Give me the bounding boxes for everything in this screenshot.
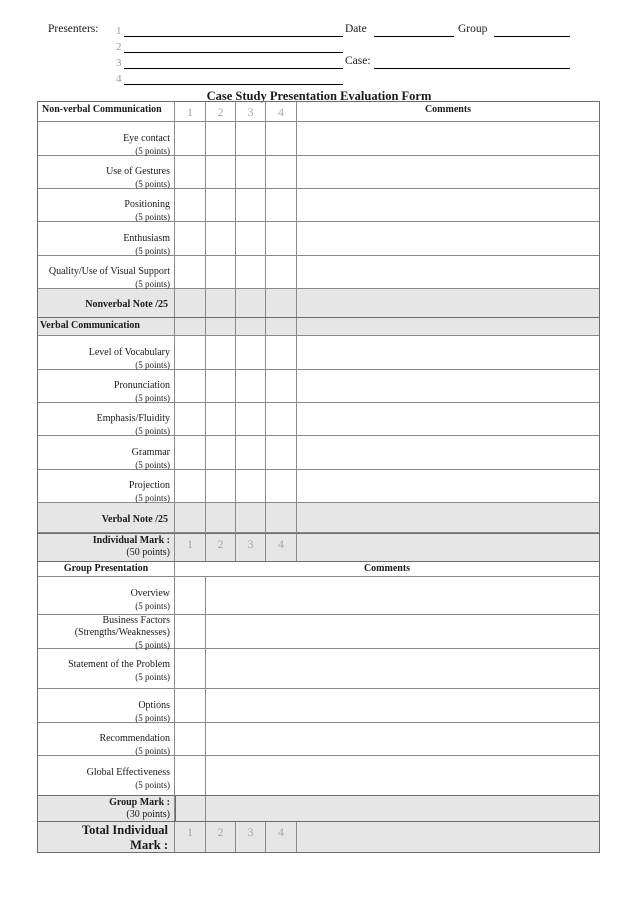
presenter-4-field[interactable] [116, 73, 343, 85]
score-column-header [206, 102, 236, 121]
score-cell[interactable] [236, 822, 266, 852]
evaluation-table [37, 101, 600, 853]
verbal-note-label: Verbal Note /25 [101, 514, 168, 525]
criterion-row [38, 436, 599, 470]
score-cell[interactable] [236, 534, 266, 561]
group-mark-row [38, 796, 599, 822]
date-field[interactable] [374, 36, 454, 37]
score-cell[interactable] [175, 256, 206, 288]
total-mark-label: Total Individual Mark : [81, 823, 168, 852]
score-cell[interactable] [175, 403, 206, 435]
score-cell[interactable] [175, 503, 206, 532]
criterion-row [38, 156, 599, 189]
score-cell[interactable] [206, 222, 236, 255]
score-cell[interactable] [175, 156, 206, 188]
column-number: 2 [217, 105, 224, 119]
score-cell[interactable] [266, 436, 297, 469]
criterion-label-cell [38, 756, 175, 795]
score-cell[interactable] [266, 122, 297, 155]
criterion-label: Recommendation (5 points) [99, 733, 170, 756]
score-cell[interactable] [236, 336, 266, 369]
column-number: 1 [187, 825, 193, 839]
underline [124, 52, 343, 53]
score-cell[interactable] [175, 796, 206, 821]
criterion-row [38, 370, 599, 403]
nonverbal-header-row [38, 102, 599, 122]
criterion-label-cell [38, 436, 175, 469]
nonverbal-note-label: Nonverbal Note /25 [85, 299, 168, 310]
verbal-note-row [38, 503, 599, 533]
score-cell[interactable] [206, 189, 236, 221]
criterion-row [38, 723, 599, 756]
criterion-label-cell [38, 189, 175, 221]
score-cell[interactable] [175, 534, 206, 561]
criterion-label-cell [38, 403, 175, 435]
column-number: 3 [247, 825, 254, 839]
score-cell[interactable] [175, 723, 206, 755]
score-cell[interactable] [266, 289, 297, 317]
criterion-row [38, 336, 599, 370]
score-cell[interactable] [206, 470, 236, 502]
score-cell[interactable] [236, 470, 266, 502]
criterion-row [38, 470, 599, 503]
underline [124, 36, 343, 37]
criterion-label: Projection (5 points) [128, 480, 170, 503]
score-cell[interactable] [175, 470, 206, 502]
criterion-label-cell [38, 689, 175, 722]
score-cell[interactable] [206, 436, 236, 469]
group-comments-heading: Comments [363, 563, 411, 574]
criterion-label-cell [38, 122, 175, 155]
score-cell[interactable] [266, 336, 297, 369]
criterion-label: Pronunciation (5 points) [113, 380, 170, 403]
score-cell[interactable] [175, 822, 206, 852]
score-cell[interactable] [266, 503, 297, 532]
criterion-label-cell [38, 156, 175, 188]
score-cell[interactable] [175, 756, 206, 795]
score-cell[interactable] [266, 370, 297, 402]
total-mark-row [38, 822, 599, 852]
score-cell[interactable] [266, 403, 297, 435]
column-number: 2 [217, 537, 224, 551]
mark-label-cell [38, 822, 175, 852]
score-cell[interactable] [175, 689, 206, 722]
criterion-label: Global Effectiveness (5 points) [86, 767, 170, 790]
score-cell[interactable] [206, 403, 236, 435]
column-number: 4 [278, 825, 284, 839]
criterion-label-cell [38, 577, 175, 614]
criterion-row [38, 577, 599, 615]
criterion-label: Grammar (5 points) [131, 447, 170, 470]
column-number: 1 [187, 537, 193, 551]
criterion-label-cell [38, 470, 175, 502]
comments-heading: Comments [424, 104, 472, 115]
criterion-label-cell [38, 222, 175, 255]
score-column-header [266, 102, 297, 121]
score-column-header [175, 318, 206, 335]
score-cell[interactable] [175, 577, 206, 614]
criterion-row [38, 189, 599, 222]
score-cell[interactable] [175, 336, 206, 369]
criterion-label: Level of Vocabulary (5 points) [88, 347, 170, 370]
score-cell[interactable] [175, 436, 206, 469]
presenter-number: 1 [116, 25, 122, 37]
group-mark-label: Group Mark : (30 points) [109, 797, 170, 820]
score-cell[interactable] [236, 370, 266, 402]
score-cell[interactable] [175, 189, 206, 221]
score-cell[interactable] [236, 289, 266, 317]
score-cell[interactable] [206, 256, 236, 288]
criterion-label: Overview (5 points) [130, 588, 170, 611]
criterion-label-cell [38, 649, 175, 688]
score-cell[interactable] [236, 436, 266, 469]
score-cell[interactable] [266, 256, 297, 288]
section-heading-cell [38, 318, 175, 335]
score-cell[interactable] [206, 534, 236, 561]
note-label-cell [38, 289, 175, 317]
score-cell[interactable] [266, 822, 297, 852]
score-cell[interactable] [236, 403, 266, 435]
column-number: 4 [278, 537, 284, 551]
score-cell[interactable] [175, 649, 206, 688]
criterion-label: Enthusiasm (5 points) [123, 233, 170, 256]
group-label: Group [458, 23, 488, 35]
section-heading-cell [38, 102, 175, 121]
criterion-row [38, 615, 599, 649]
section-heading-cell [38, 562, 175, 576]
score-cell[interactable] [175, 289, 206, 317]
criterion-row [38, 122, 599, 156]
score-column-header [206, 318, 236, 335]
column-number: 3 [247, 105, 254, 119]
score-cell[interactable] [236, 156, 266, 188]
presenter-number: 3 [116, 57, 122, 69]
criterion-label: Statement of the Problem (5 points) [68, 659, 170, 682]
criterion-label: Positioning (5 points) [124, 199, 170, 222]
score-cell[interactable] [206, 289, 236, 317]
criterion-label-cell [38, 256, 175, 288]
date-label: Date [345, 23, 367, 35]
score-cell[interactable] [266, 470, 297, 502]
score-cell[interactable] [266, 156, 297, 188]
criterion-label: Eye contact (5 points) [123, 133, 170, 156]
column-number: 3 [247, 537, 254, 551]
criterion-label-cell [38, 723, 175, 755]
group-header-row [38, 562, 599, 577]
group-field[interactable] [494, 36, 570, 37]
criterion-label-cell [38, 370, 175, 402]
score-column-header [236, 318, 266, 335]
score-column-header [266, 318, 297, 335]
underline [124, 84, 343, 85]
nonverbal-note-row [38, 289, 599, 318]
score-cell[interactable] [266, 189, 297, 221]
score-cell[interactable] [206, 336, 236, 369]
criterion-label: Use of Gestures (5 points) [106, 166, 170, 189]
score-cell[interactable] [206, 822, 236, 852]
mark-label-cell [38, 534, 175, 561]
score-cell[interactable] [266, 534, 297, 561]
case-field[interactable] [374, 68, 570, 69]
criterion-row [38, 689, 599, 723]
score-cell[interactable] [206, 122, 236, 155]
score-cell[interactable] [236, 189, 266, 221]
criterion-label: Quality/Use of Visual Support (5 points) [48, 266, 170, 289]
mark-label-cell [38, 796, 175, 821]
verbal-header-row [38, 318, 599, 336]
score-cell[interactable] [236, 222, 266, 255]
score-cell[interactable] [236, 122, 266, 155]
note-label-cell [38, 503, 175, 532]
form-title: Case Study Presentation Evaluation Form [206, 89, 432, 103]
column-number: 1 [187, 105, 193, 119]
criterion-row [38, 256, 599, 289]
column-number: 4 [278, 105, 284, 119]
case-label: Case: [345, 55, 371, 67]
score-cell[interactable] [236, 256, 266, 288]
score-cell[interactable] [206, 156, 236, 188]
criterion-row [38, 222, 599, 256]
score-cell[interactable] [206, 503, 236, 532]
presenter-number: 4 [116, 73, 122, 85]
verbal-heading: Verbal Communication [40, 320, 140, 331]
criterion-label-cell [38, 336, 175, 369]
score-column-header [236, 102, 266, 121]
individual-mark-label: Individual Mark : (50 points) [92, 535, 170, 558]
score-cell[interactable] [175, 615, 206, 648]
score-cell[interactable] [175, 222, 206, 255]
presenter-3-field[interactable] [116, 57, 343, 69]
individual-mark-row [38, 533, 599, 562]
underline [124, 68, 343, 69]
criterion-label: Business Factors (Strengths/Weaknesses) (5 points) [74, 615, 170, 650]
criterion-row [38, 403, 599, 436]
score-cell[interactable] [236, 503, 266, 532]
presenters-label: Presenters: [48, 23, 99, 35]
presenter-2-field[interactable] [116, 41, 343, 53]
score-cell[interactable] [266, 222, 297, 255]
criterion-row [38, 756, 599, 796]
score-cell[interactable] [206, 370, 236, 402]
presenter-1-field[interactable] [116, 25, 343, 37]
group-heading: Group Presentation [63, 563, 149, 574]
column-number: 2 [217, 825, 224, 839]
score-column-header [175, 102, 206, 121]
form-header [0, 0, 638, 90]
criterion-label: Emphasis/Fluidity (5 points) [96, 413, 170, 436]
criterion-row [38, 649, 599, 689]
score-cell[interactable] [175, 370, 206, 402]
criterion-label-cell [38, 615, 175, 648]
criterion-label: Options (5 points) [135, 700, 170, 723]
score-cell[interactable] [175, 122, 206, 155]
presenter-number: 2 [116, 41, 122, 53]
nonverbal-heading: Non-verbal Communication [42, 104, 162, 115]
